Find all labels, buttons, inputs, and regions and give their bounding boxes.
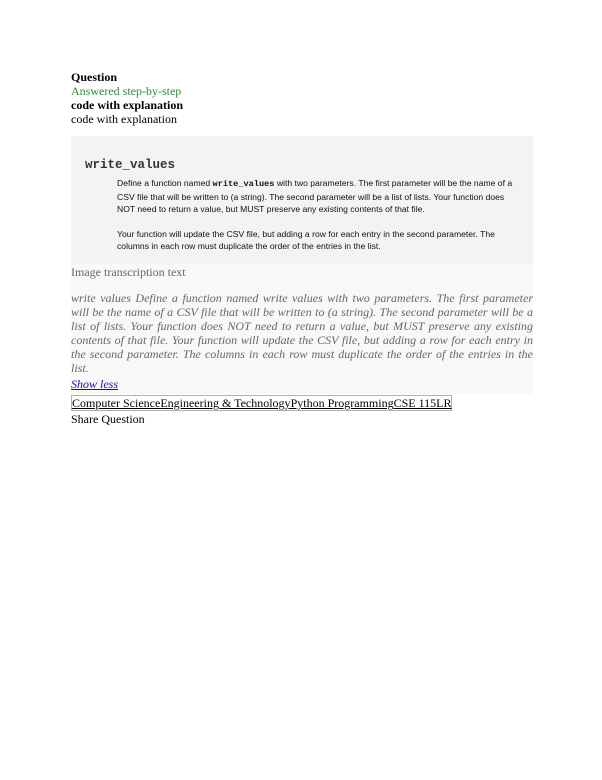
question-title: code with explanation [71,98,184,112]
transcription-block [71,264,533,394]
subject-tags [71,395,452,411]
description-paragraph-2: Your function will update the CSV file, but adding a row for each entry in the second parameter. The columns in each row must duplicate the order of the entries in the list. [117,228,495,251]
tag-cse-115lr[interactable]: CSE 115LR [393,396,452,410]
function-name-heading: write_values [85,158,176,172]
tag-engineering-technology[interactable]: Engineering & Technology [160,396,291,410]
answer-status: Answered step-by-step [71,84,182,98]
description-paragraph-1 [117,177,517,216]
paragraph-1-before: Define a function named [117,178,213,188]
transcription-label: Image transcription text [71,265,186,279]
question-page [71,70,533,426]
share-question-button[interactable]: Share Question [71,412,145,426]
show-less-link[interactable]: Show less [71,377,119,391]
question-heading: Question [71,70,118,84]
transcription-text: write values Define a function named write values with two parameters. The first parameter will be the name of a CSV file that will be written to (a string). The second parameter will be a list of lists. Your function does NOT need to return a value, but MUST preserve any existing contents of that file. Your function will update the CSV file, but adding a row for each entry in the second parameter. The columns in each row must duplicate the order of the entries in the list. [71,291,533,375]
paragraph-1-code: write_values [212,179,275,189]
question-image [71,136,533,264]
function-description [117,177,517,253]
paragraph-1-after: with two parameters. The first parameter will be the name of a CSV file that will be written to (a string). The second parameter will be a list of lists. Your function does NOT need to return a value, but MUST preserve any existing contents of that file. [117,178,513,214]
question-body: code with explanation [71,112,177,126]
tag-computer-science[interactable]: Computer Science [72,396,161,410]
tag-python-programming[interactable]: Python Programming [290,396,394,410]
